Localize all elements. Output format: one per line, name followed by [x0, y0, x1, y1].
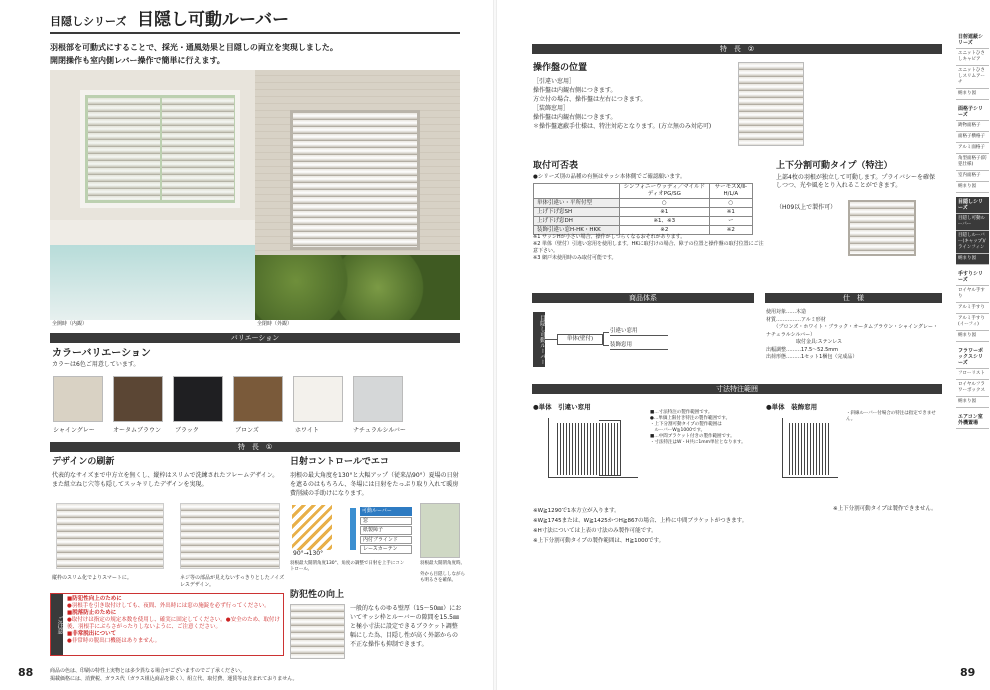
sidebar-item[interactable]: 面格子横格子 — [956, 132, 989, 143]
spec-line: 取付金具:ステンレス — [766, 339, 843, 345]
sidebar-item[interactable]: 納まり図 — [956, 182, 989, 193]
feature-eco-title: 日射コントロールでエコ — [290, 457, 389, 467]
attach-title: 取付可否表 — [533, 161, 579, 171]
operation-line: ［引違い窓用］ — [533, 78, 576, 85]
attach-note: ※1 サッシHが小さい場合、操作がしづらくなるおそれがあります。 — [533, 234, 686, 240]
attach-notes — [533, 234, 765, 262]
louver-right-pane — [162, 98, 234, 200]
system-mid: 単体(壁付) — [557, 334, 603, 345]
sidebar-item[interactable]: 目隠しルーバー(キャップ)/ラインフィン — [956, 231, 989, 254]
caution-box — [50, 593, 284, 656]
sidebar-list — [956, 32, 990, 433]
legend-line: ・寸法特注はW・H共に1mm単位となります。 — [650, 440, 746, 445]
swatch-white — [293, 376, 343, 422]
sidebar-item[interactable]: ユニットひさしスリムアーチ — [956, 66, 989, 89]
table-row — [534, 184, 753, 199]
swatch-label: オータムブラウン — [113, 427, 162, 434]
range-area — [789, 423, 831, 475]
sidebar-group-head[interactable]: エアコン室外機置場 — [956, 412, 989, 429]
operation-lines — [533, 77, 733, 131]
table-cell: 上げ下げ窓SH — [534, 208, 620, 217]
sidebar-item[interactable]: ユニットひさしキャピア — [956, 49, 989, 66]
swatch-shine-gray — [53, 376, 103, 422]
split-type-note: （H09以上で製作可） — [776, 204, 837, 211]
feature-design-text: 代表的なサイズまで中方立を無くし、縦枠はスリムで洗練されたフレームデザイン。また組立ねじ穴等も隠してスッキリしたデザインを実現。 — [52, 472, 279, 488]
series-label: 目隠しシリーズ — [50, 15, 127, 28]
range-bracket — [599, 420, 621, 476]
caution-body: ●非常時の脱出口機能はありません。 — [67, 638, 161, 644]
table-cell: 単体引違い・平所付型 — [534, 199, 620, 208]
system-leaf: 引違い窓用 — [610, 328, 668, 336]
feature-security-title: 防犯性の向上 — [290, 590, 345, 600]
table-row — [534, 199, 753, 208]
swatch-label: シャイングレー — [53, 427, 95, 434]
eco-caption-2: 羽根最大開閉角度時。 — [420, 561, 465, 566]
garden-shrubs — [255, 255, 460, 320]
swatch-label: ナチュラルシルバー — [353, 427, 406, 434]
sidebar-item[interactable]: アルミ面格子 — [956, 143, 989, 154]
sidebar-item[interactable]: ロイヤル手すり — [956, 286, 989, 303]
sidebar-item[interactable]: 目隠し可動ルーバー — [956, 214, 989, 231]
swatch-autumn-brown — [113, 376, 163, 422]
operation-line: 方立付の場合、操作盤は左右につきます。 — [533, 96, 647, 103]
design-caption-1: 縦枠のスリム化でよりスマートに。 — [52, 575, 132, 581]
dim-note: ※H寸法については上表の寸法のみ製作可能です。 — [533, 528, 657, 534]
frame-detail-photo-1 — [56, 503, 164, 569]
feature-2-bar: 特 長 ② — [532, 44, 942, 54]
level-item: レースカーテン — [360, 545, 412, 554]
sidebar-group-head[interactable]: 手すりシリーズ — [956, 269, 989, 286]
dim-left-title: ●単体 引違い窓用 — [533, 403, 591, 411]
sidebar-index — [956, 32, 990, 433]
louver-closed — [290, 110, 420, 250]
table-row — [534, 208, 753, 217]
spec-lines — [766, 309, 942, 362]
dimension-bar: 寸法特注範囲 — [532, 384, 942, 394]
blade-angle-diagram — [292, 505, 332, 550]
legend-line: ■…寸法特注の製作範囲です。 — [650, 410, 713, 415]
table-cell: ○ — [709, 199, 752, 208]
legend-line: ルーバーW≧1000です。 — [650, 428, 706, 433]
operation-line: ＊操作盤遮蔽手仕様は、特注対応となります。(方立無のみ対応可) — [533, 123, 712, 130]
split-type-text: 上部4枚の羽根が独立して可動します。プライバシーを確保しつつ、光や風をとり入れることができます。 — [776, 174, 936, 189]
swatch-label: ホワイト — [295, 427, 319, 434]
operation-title: 操作盤の位置 — [533, 63, 588, 73]
sidebar-item[interactable]: 鋳物面格子 — [956, 121, 989, 132]
operation-line: 操作盤は内観右側につきます。 — [533, 87, 617, 94]
page-number-left: 88 — [18, 666, 34, 679]
sidebar-group-head[interactable]: フラワーボックスシリーズ — [956, 346, 989, 369]
dim-notes — [533, 506, 833, 546]
dim-note: ※W≧1290で1本方立が入ります。 — [533, 508, 620, 514]
sidebar-item[interactable]: 角型面格子(防犯仕様) — [956, 154, 989, 171]
level-item: 内付ブラインド — [360, 536, 412, 545]
dim-note: ※W≧1745または、W≧1425かつH≧867の場合、上枠に中間ブラケットがつきます。 — [533, 518, 748, 524]
sidebar-spacer — [956, 429, 990, 433]
feature-design-title: デザインの刷新 — [52, 457, 115, 467]
interior-photo — [50, 70, 255, 320]
legend-line: ●…単価上限付き特注の製作範囲です。 — [650, 416, 731, 421]
dim-left-legend — [650, 410, 760, 446]
louver-left-pane — [88, 98, 160, 200]
caution-tag: ご注意 — [51, 594, 63, 655]
exterior-photo — [255, 70, 460, 320]
title-underline — [50, 32, 460, 34]
feature-security-text: 一般的なものゆる壁厚（15〜50㎜）においてサッシ枠とルーバーの隙間を15.5㎜と極小寸法に設定できるブラケット調整幅にした為、目隠し性が高く外部からの不正な操作も抑制できます。 — [350, 605, 462, 648]
table-cell: ※2 — [709, 226, 752, 235]
table-cell: ※2 — [620, 226, 710, 235]
sidebar-item[interactable]: 納まり図 — [956, 89, 989, 100]
swatch-natural-silver — [353, 376, 403, 422]
table-cell: ー — [709, 217, 752, 226]
table-cell: ※1 — [620, 208, 710, 217]
swatch-bronze — [233, 376, 283, 422]
caution-body: ●羽根手を引き取付けしても、夜間、外出時には窓の施錠を必ず行ってください。 — [67, 603, 270, 609]
table-cell: 装飾引違い窓H-HK・HKK — [534, 226, 620, 235]
legend-line: ・上下分割可動タイプの製作範囲は — [650, 422, 722, 427]
footnote-2: 掲載価格には、消費税、ガラス代（ガラス組込商品を除く）、組立代、取付費、運賃等は含まれておりません。 — [50, 676, 298, 682]
sidebar-group-head[interactable]: 目隠しシリーズ — [956, 197, 989, 214]
dim-right-chart — [782, 418, 838, 478]
sidebar-group-head[interactable]: 日射遮蔽シリーズ — [956, 32, 989, 49]
operation-photo — [738, 62, 804, 146]
eco-caption-3: 外から目隠ししながらも明るさを確保。 — [420, 572, 465, 583]
caution-content — [67, 596, 281, 645]
level-item: 窓 — [360, 517, 412, 526]
operation-line: ［装飾窓用］ — [533, 105, 570, 112]
attach-note: ※3 網戸未使用時のみ取付可能です。 — [533, 255, 617, 261]
table-head: サーモスⅩ/Ⅱ-H/L/A — [709, 184, 752, 199]
page-title: 目隠し可動ルーバー — [137, 10, 290, 30]
sidebar-item[interactable]: ロイヤルフラワーボックス — [956, 380, 989, 397]
spec-bar: 仕 様 — [765, 293, 942, 303]
table-cell: ※1、※3 — [620, 217, 710, 226]
dim-right-foot: ※上下分割可動タイプは製作できません。 — [833, 506, 937, 512]
sidebar-item[interactable]: 納まり図 — [956, 331, 989, 342]
system-leaf: 装飾窓用 — [610, 342, 668, 350]
split-type-photo — [848, 200, 916, 256]
sidebar-item[interactable]: アルミ手すり(イーフィ) — [956, 314, 989, 331]
dim-note: ※上下分割可動タイプの製作範囲は、H≧1000です。 — [533, 538, 665, 544]
spec-line: 出荷形態………1セット1梱包（完成品） — [766, 354, 858, 360]
sidebar-item[interactable]: 室内面格子 — [956, 171, 989, 182]
attach-subtitle: ●シリーズ別の品種の有無はサッシ本体側でご確認願います。 — [533, 174, 686, 180]
blade-angle-label: 90°→130° — [293, 550, 324, 557]
sidebar-item[interactable]: フローリスト — [956, 369, 989, 380]
color-title: カラーバリエーション — [52, 348, 151, 359]
attach-table — [533, 183, 753, 235]
system-branch — [603, 332, 609, 346]
page-number-right: 89 — [960, 666, 976, 679]
level-item: 紙製障子 — [360, 526, 412, 535]
bath-wall — [50, 220, 255, 245]
spec-line: 出幅調整………17.5〜52.5mm — [766, 346, 839, 353]
page-gutter — [493, 0, 497, 690]
spec-line: （ブロンズ・ホワイト・ブラック・オータムブラウン・シャイングレー・ナチュラルシルバー） — [766, 324, 938, 338]
operation-line: 操作盤は内観右側につきます。 — [533, 114, 617, 121]
sidebar-item[interactable]: 納まり図 — [956, 254, 989, 265]
swatch-black — [173, 376, 223, 422]
sidebar-item[interactable]: アルミ手すり — [956, 303, 989, 314]
eco-photo — [420, 503, 460, 558]
swatch-label: ブロンズ — [235, 427, 259, 434]
shading-levels — [360, 507, 412, 554]
eco-caption-1: 羽根最大開閉角度130°、角度の調整で日射を上手にコントロール。 — [290, 561, 405, 572]
split-type-title: 上下分割可動タイプ（特注） — [776, 161, 893, 171]
system-line — [545, 339, 557, 340]
spec-line: 使用対象……木造 — [766, 309, 807, 315]
variation-bar: バリエーション — [50, 333, 460, 343]
design-caption-2: ネジ等の部品が見えないすっきりとしたノイズレスデザイン。 — [180, 575, 285, 588]
shading-arrow — [350, 508, 356, 550]
feature-1-bar: 特 長 ① — [50, 442, 460, 452]
frame-detail-photo-2 — [180, 503, 280, 569]
level-item: 可動ルーバー — [360, 507, 412, 516]
table-cell: ※1 — [709, 208, 752, 217]
lead-line-2: 開閉操作も室内側レバー操作で簡単に行えます。 — [50, 56, 225, 65]
swatch-label: ブラック — [175, 427, 199, 434]
caution-head: ■防犯性向上のために — [67, 596, 122, 602]
table-cell: ○ — [620, 199, 710, 208]
footnote-1: 商品の色は、印刷の特性上実物とは多少異なる場合がございますのでご了承ください。 — [50, 668, 246, 674]
system-root: 目隠し可動ルーバー — [533, 312, 545, 367]
caution-body: ●取付けは指定の規定本数を使用し、確実に固定してください。●安全のため、取付け後、羽根手にぶらさがったりしないように、ご注意ください。 — [67, 617, 280, 630]
feature-eco-text: 羽根の最大角度を130°と大幅アップ（従来品90°）夏場の日射を遮るのはもちろん、冬場には日射をたっぷり取り入れて暖房費削減の手助けになります。 — [290, 472, 459, 497]
dim-right-note: ・斜線ルーバー付場合の特注は指定できません。 — [846, 411, 936, 422]
spec-line: 材質……………アルミ形材 — [766, 316, 826, 323]
bathtub — [50, 245, 255, 320]
legend-line: ■…中間ブラケット付きの製作範囲です。 — [650, 434, 735, 439]
attach-note: ※2 単体（壁付）引違い窓用を使用します。HKに取付けの場合、障子の位置と操作盤の取付位置にご注意下さい。 — [533, 241, 764, 254]
sidebar-item[interactable]: 納まり図 — [956, 397, 989, 408]
table-row — [534, 217, 753, 226]
system-bar: 商品体系 — [532, 293, 754, 303]
caption-interior: 全開時（内観） — [52, 321, 88, 327]
color-subtitle: カラーは6色ご用意しています。 — [52, 361, 140, 368]
caption-exterior: 全閉時（外観） — [257, 321, 293, 327]
dim-right-title: ●単体 装飾窓用 — [766, 403, 818, 411]
security-photo — [290, 604, 345, 659]
lead-line-1: 羽根部を可動式にすることで、採光・通風効果と目隠しの両立を実現しました。 — [50, 43, 338, 52]
caution-head: ■非常脱出について — [67, 631, 117, 637]
caution-head: ■脱落防止のために — [67, 610, 117, 616]
table-cell: 上げ下げ窓DH — [534, 217, 620, 226]
table-head: シンフォニーウッディ／マイルドディオPG/SG — [620, 184, 710, 199]
table-head — [534, 184, 620, 199]
dim-left-chart — [548, 418, 638, 478]
sidebar-group-head[interactable]: 面格子シリーズ — [956, 104, 989, 121]
